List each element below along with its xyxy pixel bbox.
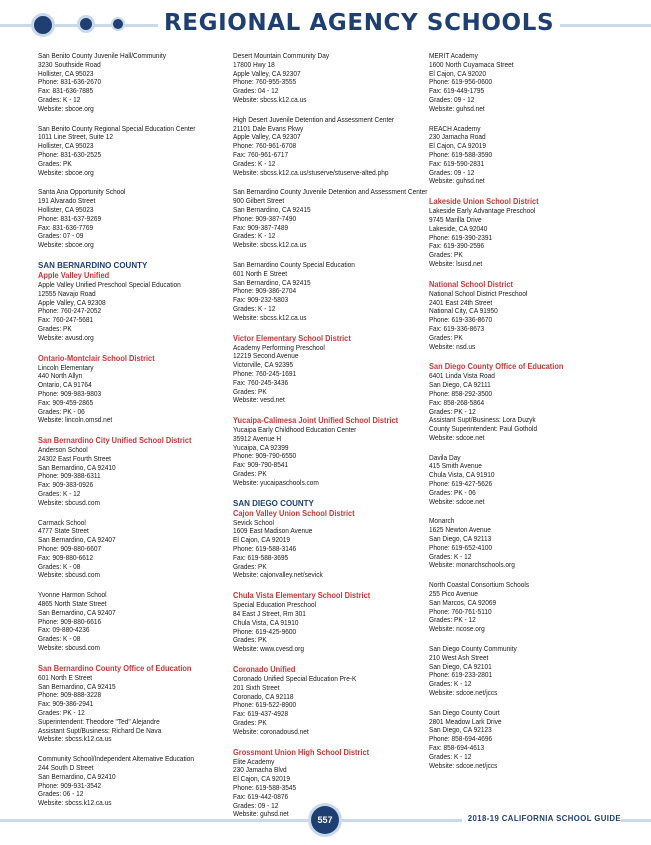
phone-text: Phone: 619-233-2801: [429, 671, 493, 680]
entry-line: Hollister, CA 95023: [38, 205, 94, 214]
entry-line: El Cajon, CA 92019: [233, 536, 290, 545]
grades-text: Grades: PK - 12: [429, 616, 476, 625]
phone-text: Phone: 760-247-2052: [38, 307, 102, 316]
phone-text: Phone: 619-427-5626: [429, 480, 493, 489]
phone-text: Phone: 909-880-6607: [38, 545, 102, 554]
grades-text: Grades: K - 12: [233, 304, 276, 313]
fax-text: Fax: 909-383-0926: [38, 481, 94, 490]
entry-line: 2401 East 24th Street: [429, 298, 493, 307]
phone-text: Phone: 760-245-1691: [233, 369, 297, 378]
school-name: Desert Mountain Community Day: [233, 52, 330, 60]
district-heading: Chula Vista Elementary School District: [233, 591, 371, 601]
website-text: Website: coronadousd.net: [233, 727, 309, 736]
entry-line: Victorville, CA 92395: [233, 361, 294, 370]
entry-line: Superintendent: Theodore "Ted" Alejandre: [38, 717, 160, 726]
page-header: [0, 0, 651, 48]
school-entry: [38, 591, 228, 653]
website-text: Website: guhsd.net: [429, 177, 485, 186]
school-name: Davila Day: [429, 453, 461, 462]
school-name: Anderson School: [38, 446, 88, 455]
grades-text: Grades: K - 12: [429, 680, 472, 689]
phone-text: Phone: 858-694-4696: [429, 735, 493, 744]
website-text: Website: sbcusd.com: [38, 644, 100, 653]
website-text: Website: sbcss.k12.ca.us: [233, 313, 307, 322]
website-text: Website: guhsd.net: [233, 810, 289, 819]
entry-line: San Diego, CA 92111: [429, 381, 491, 390]
grades-text: Grades: PK: [38, 159, 72, 168]
school-entry: [38, 125, 228, 178]
entry-line: 230 Jamacha Road: [429, 133, 486, 142]
entry-line: 35912 Avenue H: [233, 434, 282, 443]
fax-text: Fax: 619-336-8673: [429, 324, 485, 333]
school-entry: [429, 290, 619, 352]
fax-text: Fax: 760-247-5681: [38, 316, 94, 325]
school-entry: [38, 188, 228, 250]
website-text: Website: sbcoe.org: [38, 104, 94, 113]
website-text: Website: sbcss.k12.ca.us/stuserve/stuserve-alted.php: [233, 168, 389, 177]
entry-line: Assistant Supt/Business: Richard De Nava: [38, 726, 162, 735]
entry-line: Chula Vista, CA 91910: [429, 471, 495, 480]
phone-text: Phone: 831-637-9269: [38, 214, 102, 223]
entry-line: 1609 East Madison Avenue: [233, 527, 313, 536]
school-entry: [233, 261, 423, 323]
district-heading: Apple Valley Unified: [38, 270, 110, 280]
phone-text: Phone: 909-888-3228: [38, 691, 102, 700]
entry-line: 84 East J Street, Rm 301: [233, 610, 306, 619]
website-text: Website: sdcoe.net: [429, 433, 485, 442]
school-entry: [233, 344, 423, 406]
school-name: San Diego County Community: [429, 645, 517, 654]
fax-text: Fax: 909-459-2865: [38, 398, 94, 407]
school-name: San Diego County Court: [429, 708, 500, 717]
district-heading: Lakeside Union School District: [429, 197, 539, 207]
entry-line: San Bernardino, CA 92407: [38, 536, 116, 545]
website-text: Website: sbcss.k12.ca.us: [233, 95, 307, 104]
grades-text: Grades: K - 12: [429, 752, 472, 761]
phone-text: Phone: 619-588-3545: [233, 784, 297, 792]
fax-text: Fax: 760-961-6717: [233, 150, 289, 159]
entry-line: 2801 Meadow Lark Drive: [429, 717, 502, 726]
grades-text: Grades: PK: [429, 251, 463, 260]
school-name: National School District Preschool: [429, 289, 528, 298]
website-text: Website: guhsd.net: [429, 104, 485, 113]
website-text: Website: sbcss.k12.ca.us: [38, 735, 112, 744]
grades-text: Grades: PK - 12: [429, 407, 476, 416]
grades-text: Grades: 06 - 12: [38, 790, 84, 799]
school-entry: [38, 446, 228, 508]
school-entry: [233, 116, 423, 178]
phone-text: Phone: 619-588-3146: [233, 545, 297, 554]
school-name: MERIT Academy: [429, 52, 478, 60]
school-entry: [429, 454, 619, 507]
phone-text: Phone: 909-880-6616: [38, 617, 102, 626]
grades-text: Grades: K - 12: [38, 95, 81, 104]
entry-line: Apple Valley, CA 92307: [233, 133, 301, 142]
grades-text: Grades: PK: [233, 470, 267, 479]
entry-line: Apple Valley, CA 92308: [38, 298, 106, 307]
website-text: Website: sbcoe.org: [38, 241, 94, 250]
school-entry: [233, 601, 423, 654]
district-heading: Cajon Valley Union School District: [233, 508, 355, 518]
entry-line: 255 Pico Avenue: [429, 590, 478, 599]
website-text: Website: cajonvalley.net/sevick: [233, 571, 323, 580]
entry-line: Ontario, CA 91764: [38, 381, 92, 390]
website-text: Website: monarchschools.org: [429, 561, 515, 570]
phone-text: Phone: 760-961-6708: [233, 142, 297, 151]
entry-line: Apple Valley, CA 92307: [233, 69, 301, 78]
grades-text: Grades: PK - 12: [38, 709, 85, 718]
grades-text: Grades: 09 - 12: [429, 95, 475, 104]
phone-text: Phone: 760-955-3555: [233, 78, 297, 87]
entry-line: 4865 North State Street: [38, 600, 107, 609]
website-text: Website: sbcss.k12.ca.us: [233, 241, 307, 250]
entry-line: 17800 Hwy 18: [233, 60, 275, 69]
fax-text: Fax: 619-590-2831: [429, 159, 485, 168]
school-name: 6401 Linda Vista Road: [429, 372, 495, 381]
phone-text: Phone: 619-425-9600: [233, 627, 297, 636]
entry-line: County Superintendent: Paul Gothold: [429, 425, 538, 434]
entry-line: 201 Sixth Street: [233, 683, 280, 692]
school-name: 601 North E Street: [38, 673, 93, 682]
grades-text: Grades: K - 12: [233, 159, 276, 168]
entry-line: San Bernardino, CA 92410: [38, 463, 116, 472]
county-heading: SAN DIEGO COUNTY: [233, 498, 314, 508]
phone-text: Phone: 619-956-0600: [429, 78, 493, 87]
school-entry: [38, 364, 228, 426]
phone-text: Phone: 619-522-8900: [233, 701, 297, 710]
phone-text: Phone: 909-983-9803: [38, 389, 102, 398]
entry-line: 210 West Ash Street: [429, 653, 489, 662]
website-text: Website: yucaipaschools.com: [233, 478, 319, 487]
fax-text: Fax: 909-387-7489: [233, 223, 289, 232]
school-name: Academy Performing Preschool: [233, 343, 325, 352]
page-number: 557: [311, 806, 339, 834]
fax-text: Fax: 619-449-1795: [429, 87, 485, 96]
school-name: Yucaipa Early Childhood Education Center: [233, 426, 357, 435]
entry-line: 3230 Southside Road: [38, 60, 101, 69]
phone-text: Phone: 909-388-6311: [38, 472, 101, 481]
fax-text: Fax: 09-880-4236: [38, 626, 90, 635]
school-name: Lincoln Elementary: [38, 363, 94, 372]
phone-text: Phone: 619-588-3590: [429, 150, 493, 159]
fax-text: Fax: 760-245-3436: [233, 378, 289, 387]
entry-line: 230 Jamacha Blvd: [233, 766, 287, 775]
district-heading: San Diego County Office of Education: [429, 362, 564, 372]
school-entry: [38, 52, 228, 114]
fax-text: Fax: 831-636-7769: [38, 223, 94, 232]
grades-text: Grades: 04 - 12: [233, 87, 279, 96]
school-entry: [429, 372, 619, 442]
fax-text: Fax: 909-790-8541: [233, 461, 289, 470]
grades-text: Grades: 09 - 12: [233, 801, 279, 810]
school-entry: [38, 755, 228, 808]
entry-line: 9745 Marilla Drive: [429, 215, 482, 224]
entry-line: National City, CA 91950: [429, 307, 498, 316]
directory-column-2: [233, 52, 428, 830]
entry-line: San Bernardino, CA 92415: [233, 278, 311, 287]
fax-text: Fax: 909-880-6612: [38, 553, 94, 562]
entry-line: Hollister, CA 95023: [38, 69, 94, 78]
entry-line: El Cajon, CA 92019: [233, 775, 290, 784]
school-name: Apple Valley Unified Preschool Special Education: [38, 280, 181, 289]
decorative-dot-small: [111, 17, 125, 31]
entry-line: El Cajon, CA 92020: [429, 69, 486, 78]
phone-text: Phone: 909-387-7490: [233, 214, 297, 223]
fax-text: Fax: 858-694-4613: [429, 744, 485, 752]
directory-column-3: [429, 52, 619, 781]
fax-text: Fax: 619-390-2596: [429, 242, 485, 251]
website-text: Website: ncose.org: [429, 625, 485, 634]
website-text: Website: sbcusd.com: [38, 498, 100, 507]
school-name: Elite Academy: [233, 757, 275, 766]
school-name: Yvonne Harmon School: [38, 591, 107, 600]
decorative-dot-medium: [77, 15, 95, 33]
website-text: Website: sbcoe.org: [38, 168, 94, 177]
entry-line: San Bernardino, CA 92410: [38, 772, 116, 781]
grades-text: Grades: K - 12: [233, 232, 276, 241]
school-name: Coronado Unified Special Education Pre-K: [233, 675, 357, 684]
grades-text: Grades: K - 12: [38, 490, 81, 499]
entry-line: 900 Gilbert Street: [233, 197, 285, 206]
website-text: Website: sdcoe.net/jccs: [429, 761, 498, 770]
school-entry: [233, 52, 423, 105]
grades-text: Grades: PK: [38, 324, 72, 333]
school-entry: [429, 125, 619, 187]
entry-line: Assistant Supt/Business: Lora Duzyk: [429, 416, 536, 425]
entry-line: San Diego, CA 92101: [429, 662, 492, 671]
grades-text: Grades: K - 08: [38, 635, 81, 644]
school-name: San Bernardino County Special Education: [233, 260, 355, 269]
phone-text: Phone: 909-931-3542: [38, 781, 102, 790]
school-name: Santa Ana Opportunity School: [38, 188, 126, 197]
school-name: San Bernardino County Juvenile Detention and Assessment Center: [233, 188, 428, 197]
entry-line: San Bernardino, CA 92407: [38, 608, 116, 617]
school-entry: [429, 645, 619, 698]
district-heading: Coronado Unified: [233, 665, 296, 675]
grades-text: Grades: PK: [233, 636, 267, 645]
website-text: Website: nsd.us: [429, 342, 476, 351]
fax-text: Fax: 909-232-5803: [233, 296, 289, 305]
page-title: REGIONAL AGENCY SCHOOLS: [158, 10, 560, 36]
fax-text: Fax: 831-636-7885: [38, 87, 94, 96]
entry-line: 440 North Allyn: [38, 372, 83, 381]
entry-line: 24302 East Fourth Street: [38, 454, 111, 463]
school-name: Community School/Independent Alternative Education: [38, 755, 195, 764]
school-name: REACH Academy: [429, 124, 481, 133]
entry-line: 4777 State Street: [38, 527, 89, 536]
entry-line: San Bernardino, CA 92415: [233, 205, 311, 214]
school-name: Carmack School: [38, 518, 86, 527]
grades-text: Grades: PK - 06: [429, 488, 476, 497]
grades-text: Grades: 07 - 09: [38, 232, 84, 241]
entry-line: 244 South D Street: [38, 764, 94, 772]
entry-line: Chula Vista, CA 91910: [233, 618, 299, 627]
grades-text: Grades: PK: [429, 333, 463, 342]
district-heading: Grossmont Union High School District: [233, 747, 370, 757]
entry-line: San Marcos, CA 92069: [429, 598, 497, 607]
school-entry: [429, 207, 619, 269]
entry-line: 12555 Navajo Road: [38, 289, 96, 298]
school-entry: [429, 517, 619, 570]
phone-text: Phone: 858-292-3500: [429, 389, 493, 398]
phone-text: Phone: 831-636-2670: [38, 78, 102, 87]
school-entry: [233, 426, 423, 488]
website-text: Website: sdcoe.net: [429, 497, 485, 506]
grades-text: Grades: PK: [233, 562, 267, 571]
school-name: Special Education Preschool: [233, 601, 317, 610]
fax-text: Fax: 909-386-2941: [38, 700, 94, 709]
fax-text: Fax: 619-442-0876: [233, 792, 289, 801]
phone-text: Phone: 619-390-2391: [429, 233, 493, 242]
phone-text: Phone: 760-761-5110: [429, 607, 492, 616]
school-entry: [429, 709, 619, 771]
phone-text: Phone: 619-652-4100: [429, 543, 493, 552]
phone-text: Phone: 619-336-8670: [429, 316, 493, 325]
school-entry: [233, 519, 423, 581]
grades-text: Grades: K - 12: [429, 552, 472, 561]
entry-line: 12219 Second Avenue: [233, 352, 299, 361]
entry-line: 601 North E Street: [233, 269, 288, 278]
website-text: Website: lsusd.net: [429, 259, 483, 268]
district-heading: San Bernardino City Unified School District: [38, 436, 192, 446]
website-text: Website: sdcoe.net/jccs: [429, 689, 498, 698]
entry-line: 415 Smith Avenue: [429, 462, 482, 471]
phone-text: Phone: 909-386-2704: [233, 287, 297, 296]
entry-line: El Cajon, CA 92019: [429, 142, 486, 151]
entry-line: 191 Alvarado Street: [38, 197, 96, 206]
school-entry: [38, 281, 228, 343]
district-heading: National School District: [429, 279, 513, 289]
entry-line: 1600 North Cuyamaca Street: [429, 60, 514, 69]
school-name: Monarch: [429, 517, 455, 526]
school-entry: [429, 581, 619, 634]
fax-text: Fax: 619-588-3695: [233, 553, 289, 562]
school-entry: [38, 674, 228, 744]
entry-line: Lakeside, CA 92040: [429, 224, 488, 233]
website-text: Website: sbcss.k12.ca.us: [38, 799, 112, 808]
school-name: Sevick School: [233, 518, 274, 527]
district-heading: Ontario-Montclair School District: [38, 353, 155, 363]
website-text: Website: lincoln.omsd.net: [38, 416, 113, 425]
directory-column-1: [38, 52, 228, 819]
school-entry: [429, 52, 619, 114]
school-name: High Desert Juvenile Detention and Assessment Center: [233, 115, 395, 124]
district-heading: San Bernardino County Office of Education: [38, 663, 192, 673]
entry-line: San Diego, CA 92123: [429, 726, 492, 735]
school-entry: [233, 675, 423, 737]
school-name: San Benito County Juvenile Hall/Community: [38, 52, 167, 60]
school-entry: [233, 188, 428, 250]
grades-text: Grades: K - 08: [38, 562, 81, 571]
entry-line: San Bernardino, CA 92415: [38, 682, 116, 691]
grades-text: Grades: PK: [233, 387, 267, 396]
phone-text: Phone: 831-630-2525: [38, 150, 102, 159]
entry-line: Hollister, CA 95023: [38, 142, 94, 151]
school-name: Lakeside Early Advantage Preschool: [429, 207, 536, 216]
entry-line: San Diego, CA 92113: [429, 535, 492, 544]
fax-text: Fax: 858-268-5864: [429, 398, 485, 407]
district-heading: Victor Elementary School District: [233, 333, 351, 343]
grades-text: Grades: PK - 06: [38, 407, 85, 416]
entry-line: 1625 Newton Avenue: [429, 526, 491, 535]
grades-text: Grades: PK: [233, 719, 267, 728]
website-text: Website: avusd.org: [38, 333, 94, 342]
fax-text: Fax: 619-437-4928: [233, 710, 289, 719]
school-name: San Benito County Regional Special Education Center: [38, 124, 196, 133]
entry-line: Coronado, CA 92118: [233, 692, 294, 701]
guide-title: 2018-19 CALIFORNIA SCHOOL GUIDE: [462, 814, 621, 823]
district-heading: Yucaipa-Calimesa Joint Unified School District: [233, 416, 399, 426]
entry-line: Yucaipa, CA 92399: [233, 443, 289, 452]
phone-text: Phone: 909-790-6550: [233, 452, 297, 461]
entry-line: 1011 Line Street, Suite 12: [38, 133, 113, 142]
school-name: North Coastal Consortium Schools: [429, 581, 530, 590]
website-text: Website: vesd.net: [233, 396, 285, 405]
grades-text: Grades: 09 - 12: [429, 168, 475, 177]
school-entry: [38, 519, 228, 581]
decorative-dot-large: [31, 13, 55, 37]
website-text: Website: www.cvesd.org: [233, 645, 304, 654]
county-heading: SAN BERNARDINO COUNTY: [38, 260, 148, 270]
entry-line: 21101 Dale Evans Pkwy: [233, 124, 304, 133]
website-text: Website: sbcusd.com: [38, 571, 100, 580]
